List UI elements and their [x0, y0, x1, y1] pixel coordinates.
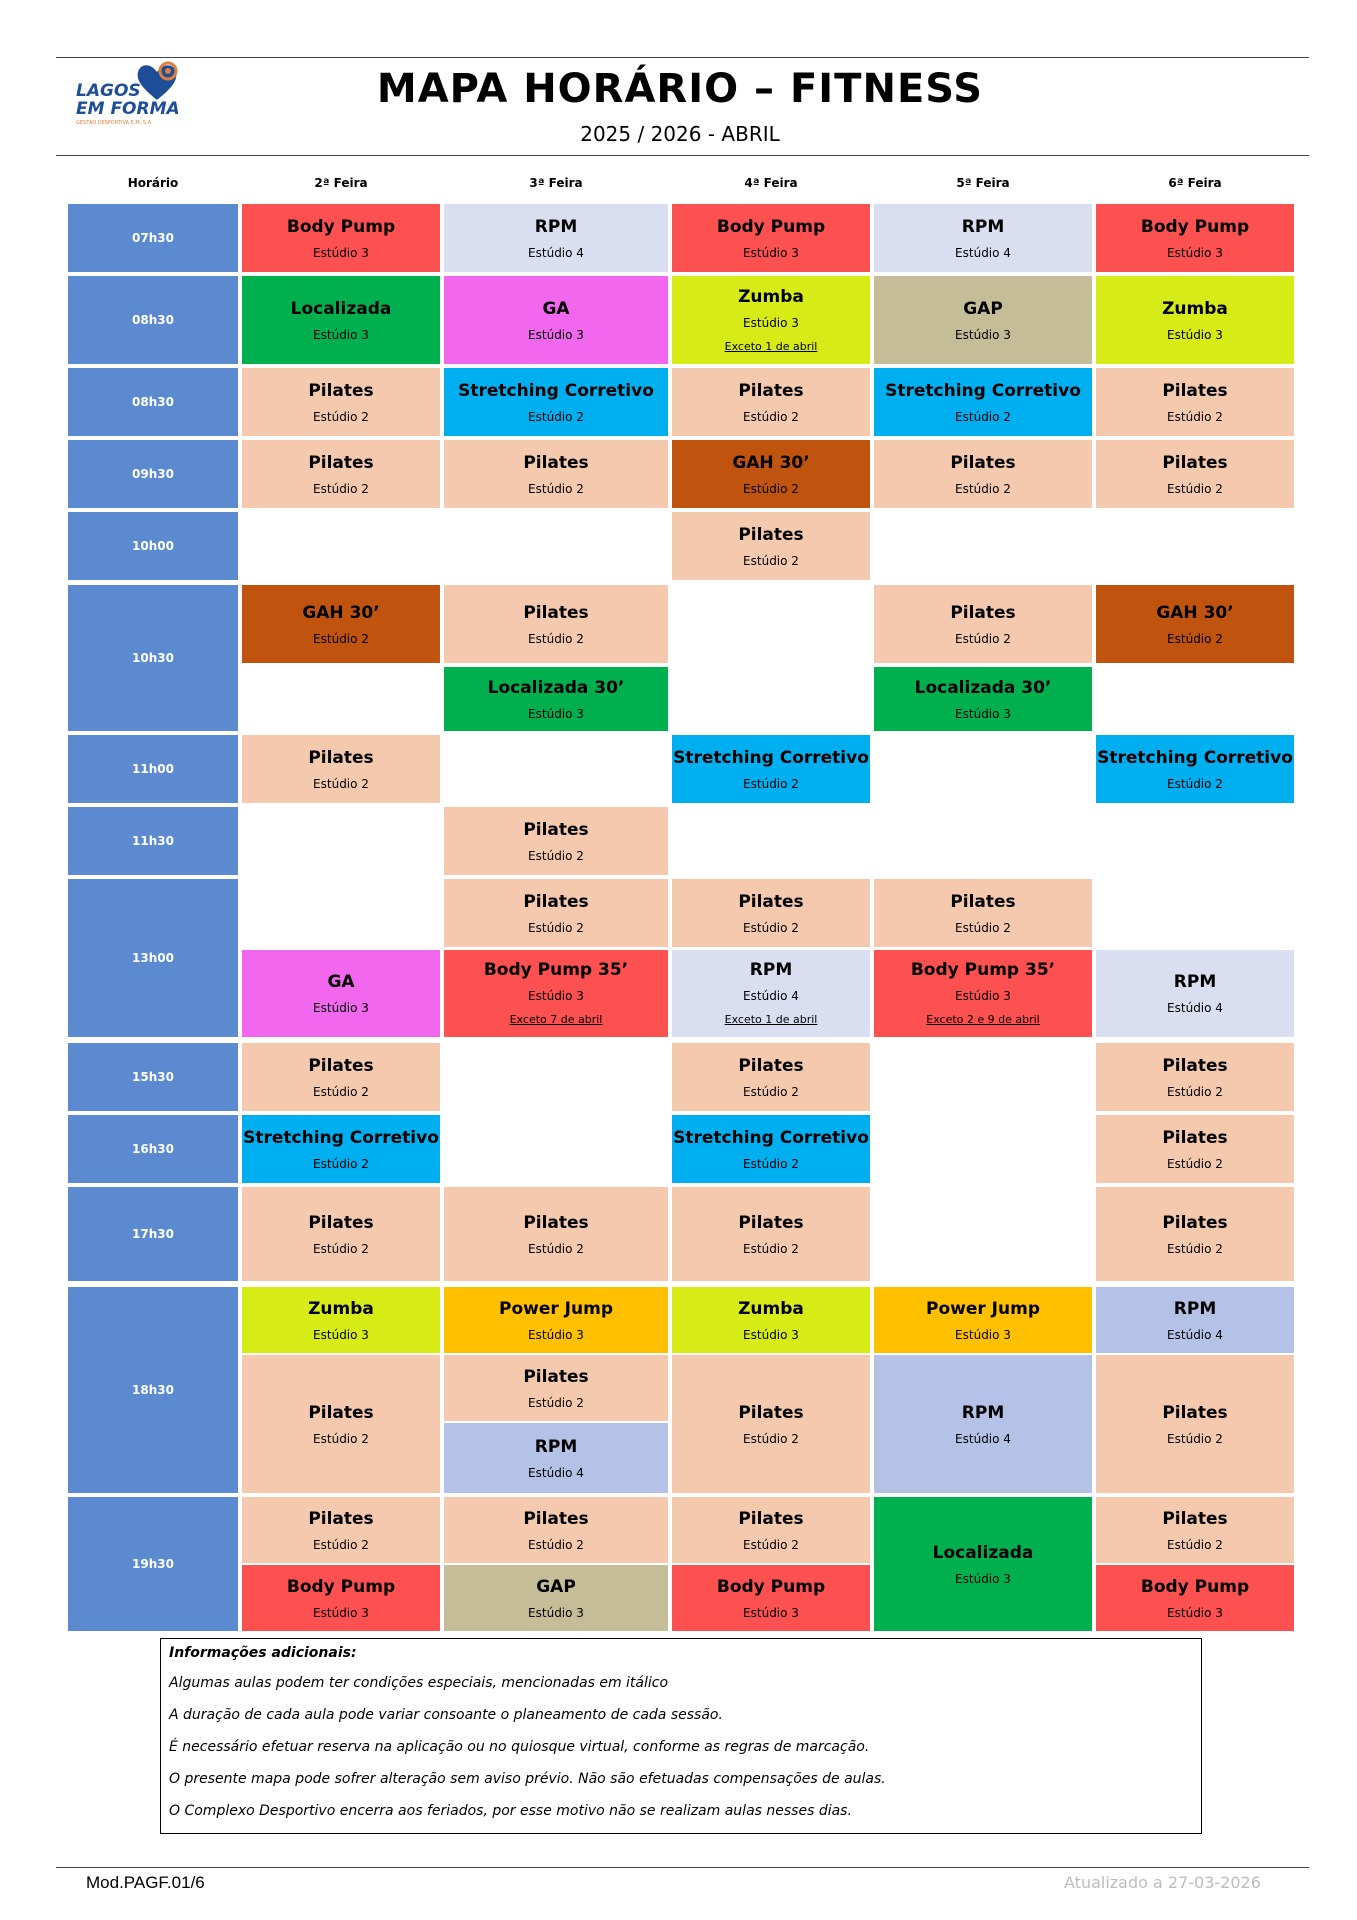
class-cell [1096, 1187, 1294, 1281]
class-cell [1096, 1497, 1294, 1563]
class-cell [874, 585, 1092, 663]
class-name: Pilates [308, 1508, 374, 1529]
class-cell [874, 667, 1092, 731]
class-name: GA [327, 972, 355, 992]
time-slot-16h30: 16h30 [68, 1115, 238, 1183]
info-line: O Complexo Desportivo encerra aos feriados, por esse motivo não se realizam aulas nesses dias. [169, 1803, 852, 1819]
class-cell [444, 1565, 668, 1631]
class-name: GA [542, 298, 570, 319]
header-day-mon: 2ª Feira [314, 176, 368, 190]
class-room: Estúdio 3 [528, 706, 584, 721]
class-name: RPM [749, 960, 793, 980]
class-room: Estúdio 2 [1167, 631, 1223, 646]
class-name: Pilates [738, 524, 804, 545]
class-cell [672, 1355, 870, 1493]
class-room: Estúdio 4 [528, 245, 584, 260]
info-line: Algumas aulas podem ter condições especiais, mencionadas em itálico [169, 1675, 669, 1691]
class-room: Estúdio 2 [743, 553, 799, 568]
class-cell [242, 1497, 440, 1563]
time-slot-15h30: 15h30 [68, 1043, 238, 1111]
class-name: Stretching Corretivo [1097, 747, 1293, 768]
class-name: Body Pump [286, 216, 396, 237]
class-name: Body Pump 35’ [483, 960, 629, 980]
class-room: Estúdio 3 [528, 989, 584, 1003]
class-cell [1096, 1355, 1294, 1493]
header-day-fri: 6ª Feira [1168, 176, 1222, 190]
info-line: A duração de cada aula pode variar consoante o planeamento de cada sessão. [169, 1707, 723, 1723]
class-name: Pilates [1162, 380, 1228, 401]
class-room: Estúdio 3 [955, 1327, 1011, 1342]
class-room: Estúdio 3 [743, 1327, 799, 1342]
class-room: Estúdio 3 [743, 315, 799, 330]
class-room: Estúdio 4 [1167, 1327, 1223, 1342]
class-room: Estúdio 4 [743, 989, 799, 1003]
class-room: Estúdio 2 [313, 776, 369, 791]
class-name: Pilates [523, 891, 589, 912]
class-cell [874, 276, 1092, 364]
class-cell [672, 368, 870, 436]
class-name: GAH 30’ [1156, 602, 1234, 623]
class-cell [672, 1043, 870, 1111]
class-room: Estúdio 2 [313, 631, 369, 646]
class-cell [444, 879, 668, 947]
class-cell [672, 950, 870, 1037]
class-room: Estúdio 2 [528, 409, 584, 424]
class-room: Estúdio 3 [955, 327, 1011, 342]
class-room: Estúdio 2 [313, 481, 369, 496]
class-name: Zumba [738, 286, 804, 307]
class-cell [444, 585, 668, 663]
class-name: Pilates [308, 452, 374, 473]
class-cell [242, 1043, 440, 1111]
page-subtitle: 2025 / 2026 - ABRIL [580, 122, 780, 146]
info-box [160, 1638, 1202, 1834]
class-room: Estúdio 3 [313, 1605, 369, 1620]
class-room: Estúdio 2 [313, 1084, 369, 1099]
header-day-thu: 5ª Feira [956, 176, 1010, 190]
class-room: Estúdio 2 [743, 409, 799, 424]
class-name: Pilates [523, 1508, 589, 1529]
class-room: Estúdio 2 [1167, 1537, 1223, 1552]
class-cell [444, 204, 668, 272]
class-cell [242, 204, 440, 272]
class-room: Estúdio 3 [313, 1001, 369, 1015]
class-room: Estúdio 2 [313, 1156, 369, 1171]
class-cell [874, 368, 1092, 436]
class-name: Pilates [950, 452, 1016, 473]
class-exception-note: Exceto 1 de abril [724, 1013, 818, 1026]
info-line: É necessário efetuar reserva na aplicação ou no quiosque virtual, conforme as regras de marcação. [169, 1739, 870, 1755]
time-slot-09h30: 09h30 [68, 440, 238, 508]
class-cell [1096, 1287, 1294, 1353]
class-name: Stretching Corretivo [458, 380, 654, 401]
class-room: Estúdio 4 [528, 1465, 584, 1480]
class-name: RPM [961, 1402, 1005, 1423]
class-room: Estúdio 2 [528, 1537, 584, 1552]
logo-text-line2: EM FORMA [76, 99, 180, 119]
class-cell [672, 512, 870, 580]
class-room: Estúdio 2 [528, 920, 584, 935]
class-cell [874, 1497, 1092, 1631]
class-cell [874, 440, 1092, 508]
page-title: MAPA HORÁRIO – FITNESS [376, 66, 984, 112]
class-name: Localizada 30’ [914, 677, 1052, 698]
class-name: GAH 30’ [302, 602, 380, 623]
class-cell [444, 950, 668, 1037]
class-name: Pilates [1162, 1402, 1228, 1423]
class-room: Estúdio 2 [528, 631, 584, 646]
class-name: Body Pump 35’ [910, 960, 1056, 980]
class-name: Zumba [308, 1298, 374, 1319]
class-name: Pilates [950, 891, 1016, 912]
class-cell [444, 276, 668, 364]
class-room: Estúdio 2 [1167, 1084, 1223, 1099]
top-rule [56, 57, 1309, 58]
class-room: Estúdio 2 [1167, 1241, 1223, 1256]
logo-tagline: GESTÃO DESPORTIVA E.M, S.A. [76, 120, 153, 126]
class-cell [672, 440, 870, 508]
class-room: Estúdio 2 [955, 481, 1011, 496]
updated-date: Atualizado a 27-03-2026 [1064, 1873, 1261, 1892]
class-cell [874, 1287, 1092, 1353]
class-name: RPM [534, 216, 578, 237]
class-name: Pilates [1162, 1508, 1228, 1529]
class-name: Pilates [738, 380, 804, 401]
class-room: Estúdio 2 [743, 1431, 799, 1446]
class-cell [444, 807, 668, 875]
class-room: Estúdio 3 [528, 1327, 584, 1342]
class-room: Estúdio 2 [313, 1241, 369, 1256]
title-rule [56, 155, 1309, 156]
class-name: RPM [534, 1436, 578, 1457]
class-room: Estúdio 2 [743, 776, 799, 791]
time-slot-17h30: 17h30 [68, 1187, 238, 1281]
class-room: Estúdio 3 [1167, 245, 1223, 260]
class-room: Estúdio 3 [743, 1605, 799, 1620]
class-room: Estúdio 2 [528, 848, 584, 863]
class-cell [242, 1287, 440, 1353]
class-name: Pilates [950, 602, 1016, 623]
class-cell [1096, 735, 1294, 803]
class-name: Zumba [738, 1298, 804, 1319]
class-cell [672, 204, 870, 272]
class-name: Body Pump [286, 1576, 396, 1597]
class-cell [1096, 1565, 1294, 1631]
header-day-tue: 3ª Feira [529, 176, 583, 190]
class-name: Localizada [290, 298, 392, 319]
class-name: GAP [963, 298, 1003, 319]
class-name: Pilates [523, 819, 589, 840]
class-cell [672, 1565, 870, 1631]
class-name: Pilates [308, 1055, 374, 1076]
class-name: Pilates [738, 1055, 804, 1076]
class-cell [242, 585, 440, 663]
class-name: Power Jump [926, 1298, 1040, 1319]
class-cell [1096, 950, 1294, 1037]
class-room: Estúdio 2 [743, 1084, 799, 1099]
class-name: Pilates [523, 1366, 589, 1387]
class-name: Pilates [308, 747, 374, 768]
info-heading: Informações adicionais: [169, 1645, 357, 1661]
time-slot-19h30: 19h30 [68, 1497, 238, 1631]
class-cell [672, 1497, 870, 1563]
class-cell [242, 1187, 440, 1281]
class-name: Pilates [523, 602, 589, 623]
class-room: Estúdio 3 [528, 1605, 584, 1620]
logo-text-line1: LAGOS [76, 81, 141, 101]
class-room: Estúdio 3 [955, 706, 1011, 721]
footer-rule [56, 1867, 1309, 1868]
class-cell [242, 368, 440, 436]
class-room: Estúdio 2 [743, 1537, 799, 1552]
class-cell [672, 735, 870, 803]
class-exception-note: Exceto 7 de abril [509, 1013, 603, 1026]
class-cell [242, 1355, 440, 1493]
class-name: Pilates [308, 1212, 374, 1233]
class-cell [1096, 1115, 1294, 1183]
class-room: Estúdio 2 [528, 481, 584, 496]
class-cell [1096, 440, 1294, 508]
class-cell [874, 1355, 1092, 1493]
class-name: Pilates [738, 1508, 804, 1529]
class-exception-note: Exceto 1 de abril [724, 339, 818, 353]
time-slot-08h30: 08h30 [68, 368, 238, 436]
class-room: Estúdio 2 [313, 409, 369, 424]
class-cell [444, 1287, 668, 1353]
time-slot-07h30: 07h30 [68, 204, 238, 272]
class-name: Body Pump [716, 1576, 826, 1597]
info-line: O presente mapa pode sofrer alteração sem aviso prévio. Não são efetuadas compensações de aulas. [169, 1771, 886, 1787]
class-room: Estúdio 2 [313, 1431, 369, 1446]
class-name: RPM [1173, 972, 1217, 992]
class-name: Pilates [1162, 1055, 1228, 1076]
time-slot-13h00: 13h00 [68, 879, 238, 1037]
class-name: Pilates [308, 1402, 374, 1423]
class-name: Stretching Corretivo [673, 747, 869, 768]
class-name: RPM [961, 216, 1005, 237]
class-cell [242, 440, 440, 508]
class-name: Pilates [523, 452, 589, 473]
class-room: Estúdio 3 [743, 245, 799, 260]
class-cell [242, 1115, 440, 1183]
class-name: Power Jump [499, 1298, 613, 1319]
class-room: Estúdio 3 [1167, 1605, 1223, 1620]
class-room: Estúdio 2 [313, 1537, 369, 1552]
class-name: Zumba [1162, 298, 1228, 319]
class-name: Stretching Corretivo [673, 1127, 869, 1148]
class-room: Estúdio 2 [743, 1156, 799, 1171]
class-name: Stretching Corretivo [885, 380, 1081, 401]
class-room: Estúdio 4 [1167, 1001, 1223, 1015]
class-cell [444, 440, 668, 508]
class-name: Pilates [738, 891, 804, 912]
class-name: Stretching Corretivo [243, 1127, 439, 1148]
class-room: Estúdio 3 [313, 327, 369, 342]
heart-logo-icon [134, 60, 180, 104]
class-room: Estúdio 2 [743, 1241, 799, 1256]
class-cell [1096, 204, 1294, 272]
class-name: Pilates [1162, 452, 1228, 473]
class-cell [672, 1187, 870, 1281]
class-cell [444, 1355, 668, 1421]
class-room: Estúdio 2 [955, 409, 1011, 424]
time-slot-10h30: 10h30 [68, 585, 238, 731]
class-room: Estúdio 4 [955, 245, 1011, 260]
class-name: Localizada [932, 1542, 1034, 1563]
class-room: Estúdio 2 [743, 481, 799, 496]
class-room: Estúdio 3 [313, 1327, 369, 1342]
time-slot-11h00: 11h00 [68, 735, 238, 803]
header-time: Horário [127, 176, 179, 190]
class-room: Estúdio 3 [528, 327, 584, 342]
header-day-wed: 4ª Feira [744, 176, 798, 190]
class-cell [242, 1565, 440, 1631]
class-cell [1096, 1043, 1294, 1111]
form-code: Mod.PAGF.01/6 [86, 1873, 205, 1892]
class-name: Pilates [1162, 1212, 1228, 1233]
class-room: Estúdio 3 [955, 989, 1011, 1003]
class-cell [672, 1115, 870, 1183]
time-slot-11h30: 11h30 [68, 807, 238, 875]
class-cell [444, 1497, 668, 1563]
class-name: Pilates [1162, 1127, 1228, 1148]
class-room: Estúdio 2 [528, 1241, 584, 1256]
class-cell [444, 1187, 668, 1281]
time-slot-10h00: 10h00 [68, 512, 238, 580]
class-name: Body Pump [1140, 1576, 1250, 1597]
time-slot-08h30: 08h30 [68, 276, 238, 364]
class-room: Estúdio 3 [313, 245, 369, 260]
class-room: Estúdio 2 [1167, 1431, 1223, 1446]
class-name: Localizada 30’ [487, 677, 625, 698]
class-cell [242, 276, 440, 364]
class-room: Estúdio 2 [1167, 1156, 1223, 1171]
class-name: RPM [1173, 1298, 1217, 1319]
class-cell [1096, 276, 1294, 364]
class-room: Estúdio 2 [955, 631, 1011, 646]
class-room: Estúdio 2 [1167, 409, 1223, 424]
class-name: Pilates [308, 380, 374, 401]
class-room: Estúdio 3 [955, 1571, 1011, 1586]
class-cell [1096, 585, 1294, 663]
logo [72, 60, 192, 135]
class-cell [444, 1423, 668, 1493]
class-room: Estúdio 2 [955, 920, 1011, 935]
class-cell [672, 1287, 870, 1353]
class-cell [874, 950, 1092, 1037]
class-cell [444, 667, 668, 731]
class-cell [874, 204, 1092, 272]
class-cell [874, 879, 1092, 947]
class-room: Estúdio 2 [1167, 481, 1223, 496]
class-cell [242, 950, 440, 1037]
class-room: Estúdio 2 [528, 1395, 584, 1410]
time-slot-18h30: 18h30 [68, 1287, 238, 1493]
class-cell [242, 735, 440, 803]
class-room: Estúdio 3 [1167, 327, 1223, 342]
class-name: Body Pump [1140, 216, 1250, 237]
class-name: Pilates [523, 1212, 589, 1233]
class-room: Estúdio 2 [743, 920, 799, 935]
class-room: Estúdio 2 [1167, 776, 1223, 791]
class-cell [444, 368, 668, 436]
class-room: Estúdio 4 [955, 1431, 1011, 1446]
class-exception-note: Exceto 2 e 9 de abril [926, 1013, 1040, 1026]
class-name: Pilates [738, 1212, 804, 1233]
class-name: Body Pump [716, 216, 826, 237]
class-name: GAH 30’ [732, 452, 810, 473]
class-cell [672, 879, 870, 947]
class-cell [1096, 368, 1294, 436]
class-name: Pilates [738, 1402, 804, 1423]
class-cell [672, 276, 870, 364]
class-name: GAP [536, 1576, 576, 1597]
